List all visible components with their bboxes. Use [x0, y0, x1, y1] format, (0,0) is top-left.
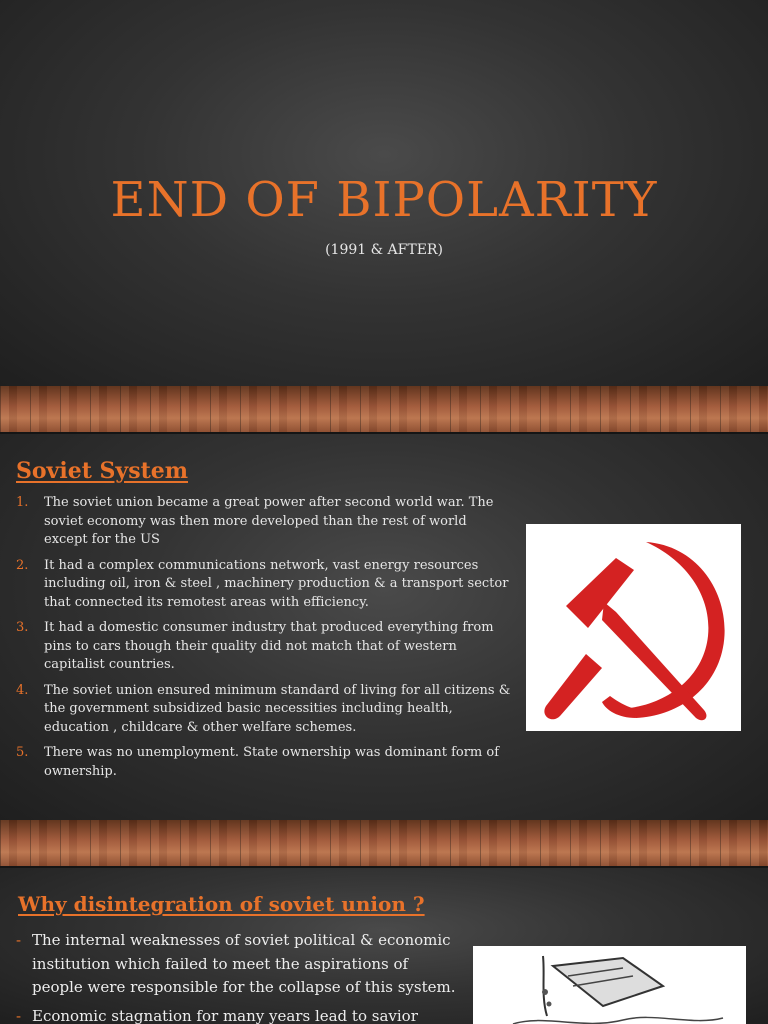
- slide-heading: Why disintegration of soviet union ?: [18, 892, 425, 916]
- sinking-ship-sketch-icon: [473, 946, 746, 1024]
- list-item-text: It had a domestic consumer industry that produced everything from pins to cars though their quality did not match that of western capitalist countries.: [44, 620, 494, 672]
- list-item-text: The internal weaknesses of soviet political & economic institution which failed to meet the aspirations of people were responsible for the collapse of this system.: [32, 931, 456, 996]
- disintegration-slide: [0, 868, 768, 1024]
- slide-heading: Soviet System: [16, 458, 189, 484]
- bullet-dash: -: [16, 931, 22, 949]
- bullet-dash: -: [16, 1006, 22, 1024]
- list-item: [16, 929, 456, 1000]
- list-item-text: There was no unemployment. State ownership was dominant form of ownership.: [44, 745, 500, 779]
- list-item: [14, 682, 514, 738]
- list-number: 2.: [16, 557, 29, 573]
- hammer-and-sickle-image: [526, 524, 741, 731]
- list-number: 1.: [16, 495, 29, 510]
- list-item-text: It had a complex communications network, vast energy resources including oil, iron & steel , machinery production & a transport sector that connected its remotest areas with efficiency.: [44, 557, 509, 610]
- hammer-and-sickle-icon: [526, 524, 741, 731]
- numbered-list: [14, 494, 514, 788]
- list-item: [14, 494, 514, 550]
- list-number: 5.: [16, 745, 29, 760]
- list-item-text: The soviet union became a great power after second world war. The soviet economy was then more developed than the rest of world except for the US: [44, 495, 494, 547]
- list-item: [14, 619, 514, 675]
- soviet-system-slide: [0, 434, 768, 820]
- title-slide: [0, 0, 768, 386]
- list-item: [14, 557, 514, 613]
- wood-floor-decoration: [0, 820, 768, 866]
- slide-subtitle: (1991 & AFTER): [325, 242, 443, 258]
- list-number: 3.: [16, 620, 29, 635]
- list-item: [16, 1005, 456, 1024]
- bullet-list: [16, 929, 456, 1024]
- list-number: 4.: [16, 682, 29, 698]
- list-item-text: Economic stagnation for many years lead to savior: [32, 1006, 418, 1024]
- slide-title: END OF BIPOLARITY: [110, 172, 658, 228]
- sinking-ship-image: [473, 946, 746, 1024]
- list-item: [14, 744, 514, 781]
- wood-floor-decoration: [0, 386, 768, 432]
- list-item-text: The soviet union ensured minimum standard of living for all citizens & the government subsidized basic necessities including health, education , childcare & other welfare schemes.: [44, 682, 511, 735]
